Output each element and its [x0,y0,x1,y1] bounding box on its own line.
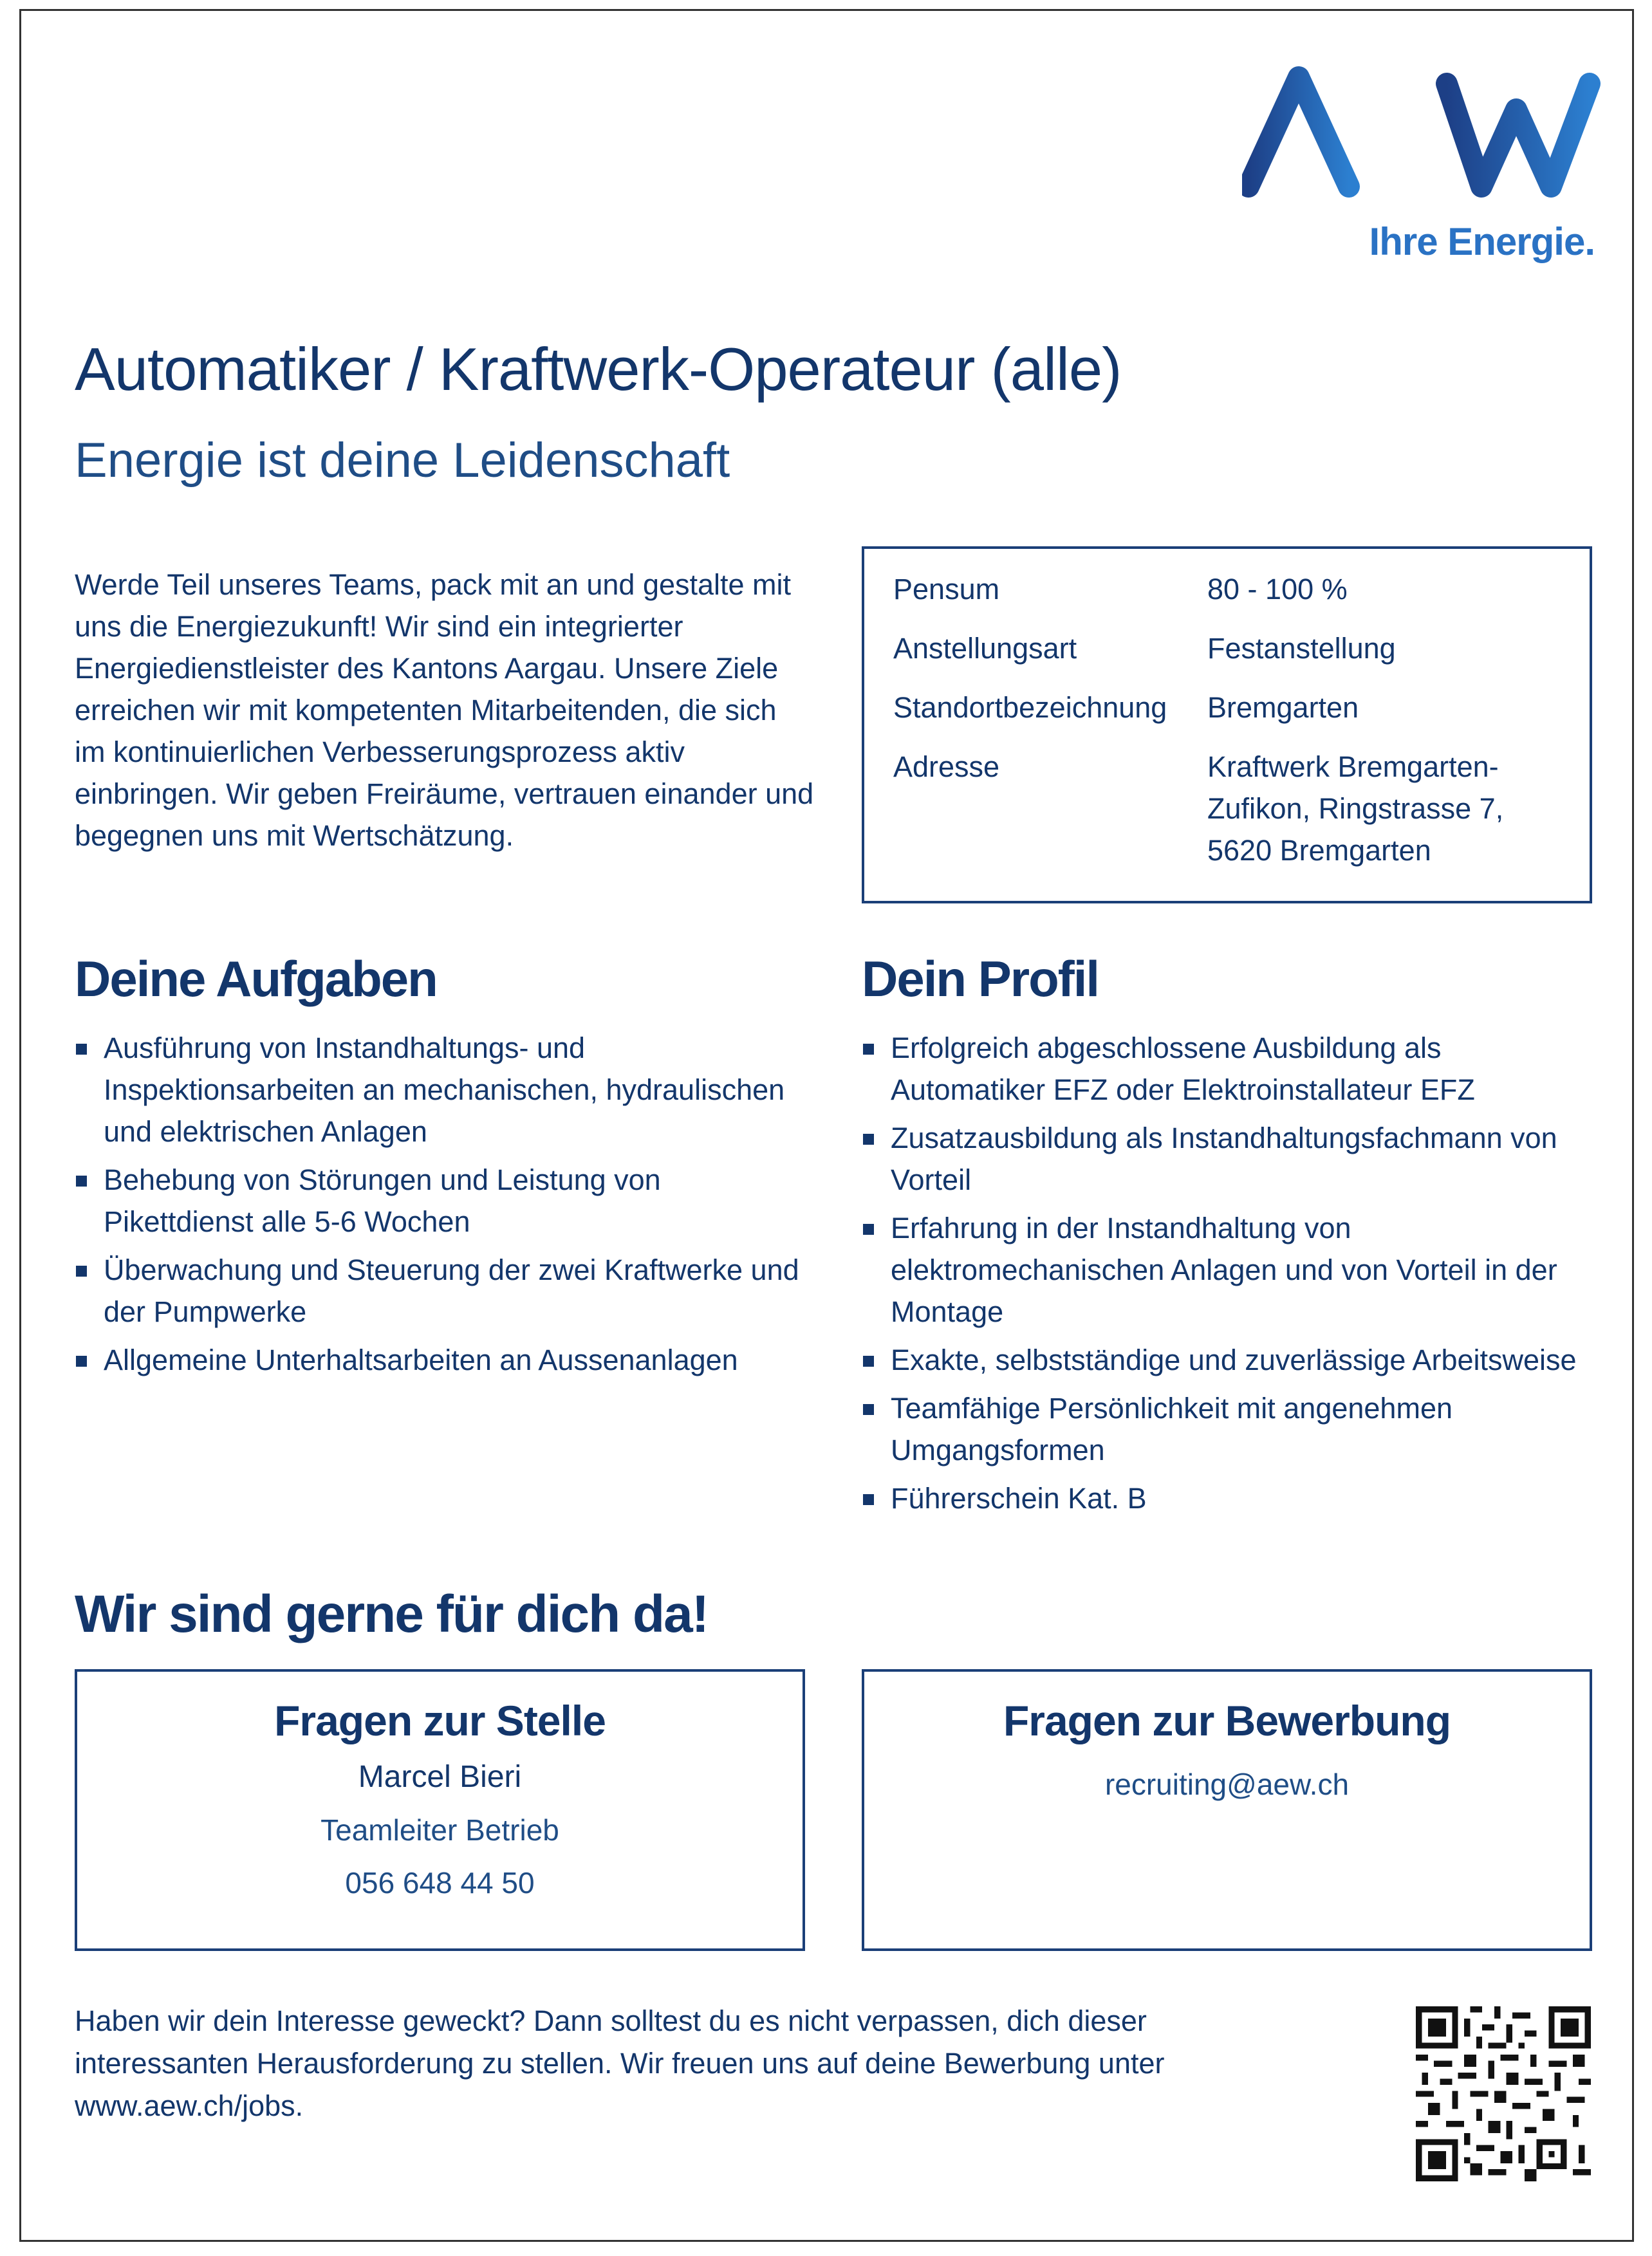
aew-logo [1242,61,1602,280]
profil-heading: Dein Profil [862,950,1099,1007]
recruiting-email[interactable]: recruiting@aew.ch [1104,1768,1350,1801]
logo-tagline: Ihre Energie. [1369,220,1595,263]
list-item: Überwachung und Steuerung der zwei Kraftwerke und der Pumpwerke [75,1249,802,1333]
pensum-label: Pensum [893,573,1000,606]
standort-label: Standortbezeichnung [893,691,1167,724]
intro-text: Werde Teil unseres Teams, pack mit an und gestalte mit uns die Energiezukunft! Wir sind ein integrierter Energiedienstleister des Kantons Aargau. Unsere Ziele erreichen wir mit kompetenten Mitarbeitenden, die sich im kontinuierlichen Verbesserungsprozess aktiv einbringen. Wir geben Freiräume, vertrauen einander und begegnen uns mit Wertschätzung. [75,568,814,852]
list-item: Erfolgreich abgeschlossene Ausbildung als Automatiker EFZ oder Elektroinstallateur EFZ [862,1027,1595,1111]
adresse-value: Kraftwerk Bremgarten-Zufikon, Ringstrasse 7, 5620 Bremgarten [1207,750,1504,867]
profil-list [862,1027,1595,1526]
standort-value: Bremgarten [1207,691,1359,724]
list-item: Führerschein Kat. B [862,1477,1595,1519]
pensum-value: 80 - 100 % [1207,573,1348,606]
contact-role: Teamleiter Betrieb [320,1813,559,1847]
closing-text: Haben wir dein Interesse geweckt? Dann solltest du es nicht verpassen, dich dieser interessanten Herausforderung zu stellen. Wir freuen uns auf deine Bewerbung unter www.aew.ch/jobs. [75,2004,1165,2122]
fragen-bewerbung-heading: Fragen zur Bewerbung [1003,1697,1451,1744]
contact-heading: Wir sind gerne für dich da! [75,1585,709,1643]
job-title: Automatiker / Kraftwerk-Operateur (alle) [75,335,1122,403]
qr-code-icon[interactable] [1416,2006,1591,2181]
list-item: Erfahrung in der Instandhaltung von elektromechanischen Anlagen und von Vorteil in der Montage [862,1207,1595,1333]
fragen-bewerbung-box [862,1669,1592,1951]
contact-name: Marcel Bieri [358,1760,522,1794]
job-info-box [862,546,1592,903]
list-item: Ausführung von Instandhaltungs- und Inspektionsarbeiten an mechanischen, hydraulischen und elektrischen Anlagen [75,1027,802,1152]
contact-phone[interactable]: 056 648 44 50 [345,1866,535,1900]
fragen-stelle-heading: Fragen zur Stelle [274,1697,606,1744]
aew-wordmark [1242,61,1602,203]
anstellungsart-value: Festanstellung [1207,632,1396,665]
adresse-label: Adresse [893,750,1000,783]
list-item: Zusatzausbildung als Instandhaltungsfachmann von Vorteil [862,1117,1595,1201]
list-item: Teamfähige Persönlichkeit mit angenehmen Umgangsformen [862,1387,1595,1471]
aufgaben-heading: Deine Aufgaben [75,950,437,1007]
aufgaben-list [75,1027,802,1387]
anstellungsart-label: Anstellungsart [893,632,1077,665]
list-item: Behebung von Störungen und Leistung von Pikettdienst alle 5-6 Wochen [75,1159,802,1243]
fragen-stelle-box [75,1669,805,1951]
list-item: Allgemeine Unterhaltsarbeiten an Aussenanlagen [75,1339,802,1381]
job-subtitle: Energie ist deine Leidenschaft [75,433,730,488]
list-item: Exakte, selbstständige und zuverlässige Arbeitsweise [862,1339,1595,1381]
